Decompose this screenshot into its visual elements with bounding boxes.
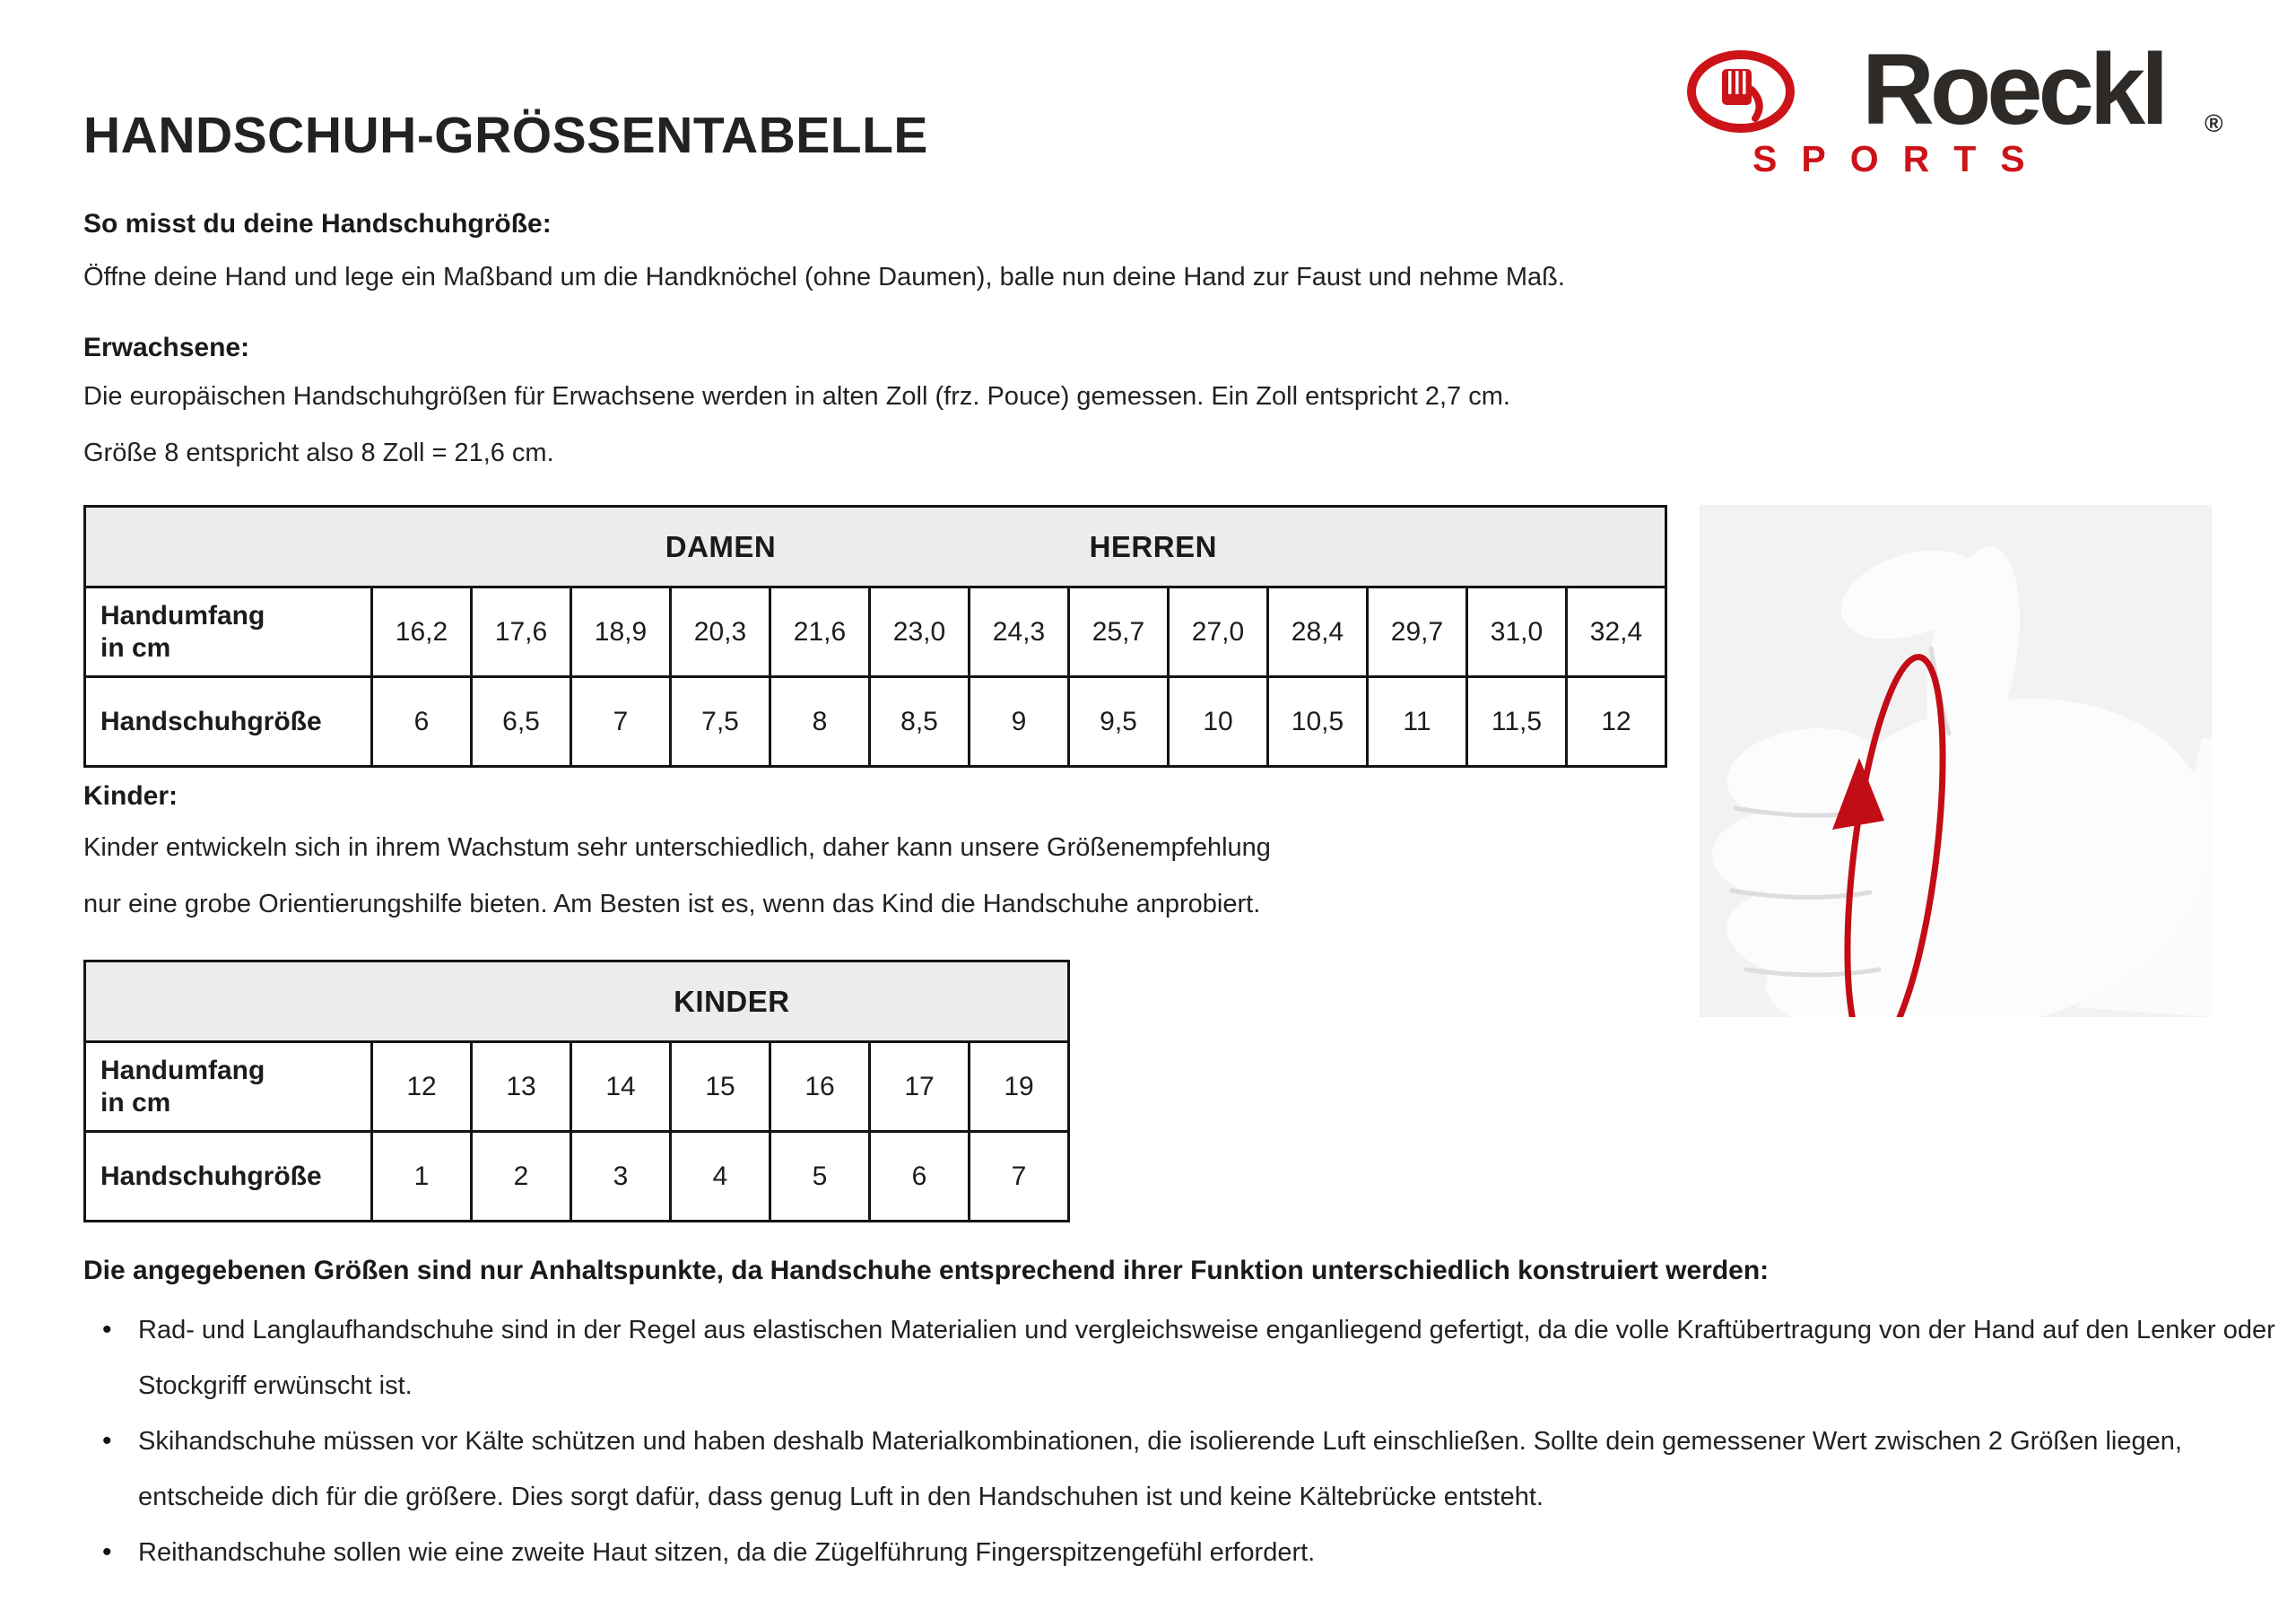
cell-umfang: 14 (571, 1042, 671, 1132)
cell-umfang: 23,0 (870, 587, 970, 677)
cell-groesse: 11,5 (1467, 677, 1567, 767)
bullet-text: Skihandschuhe müssen vor Kälte schützen und haben deshalb Materialkombinationen, die isolierende Luft einschließen. Sollte dein gemessener Wert zwischen 2 Größen liegen, entscheide dich für die größere. Dies sorgt dafür, dass genug Luft in den Handschuhen ist und keine Kältebrücke entsteht. (138, 1427, 2182, 1511)
row-label-handschuhgroesse: Handschuhgröße (85, 1132, 372, 1222)
cell-umfang: 18,9 (571, 587, 671, 677)
cell-umfang: 29,7 (1368, 587, 1467, 677)
cell-groesse: 1 (372, 1132, 472, 1222)
cell-umfang: 19 (970, 1042, 1069, 1132)
row-label-handumfang: Handumfang in cm (85, 1042, 372, 1132)
kids-glove-size-row (85, 1132, 1069, 1222)
hand-measurement-figure (1700, 505, 2212, 1017)
registered-trademark-icon: ® (2205, 109, 2223, 137)
kids-table-group-header (85, 961, 1069, 1042)
cell-groesse: 9,5 (1069, 677, 1169, 767)
cell-umfang: 16 (770, 1042, 870, 1132)
cell-groesse: 3 (571, 1132, 671, 1222)
cell-groesse: 5 (770, 1132, 870, 1222)
kids-table-group-row (85, 961, 1069, 1042)
logo-subbrand: SPORTS (1752, 138, 2049, 179)
adults-heading: Erwachsene: (83, 333, 250, 362)
measure-body: Öffne deine Hand und lege ein Maßband um die Handknöchel (ohne Daumen), balle nun deine Hand zur Faust und nehme Maß. (83, 263, 1565, 291)
cell-groesse: 6,5 (472, 677, 571, 767)
adult-size-table (83, 505, 1667, 768)
kids-body-line2: nur eine grobe Orientierungshilfe bieten. Am Besten ist es, wenn das Kind die Handschuhe anprobiert. (83, 890, 1261, 918)
hand-illustration (1700, 505, 2212, 1017)
cell-umfang: 15 (671, 1042, 770, 1132)
cell-groesse: 7,5 (671, 677, 770, 767)
cell-umfang: 12 (372, 1042, 472, 1132)
group-label-damen: DAMEN (665, 529, 777, 563)
cell-groesse: 7 (571, 677, 671, 767)
cell-umfang: 24,3 (970, 587, 1069, 677)
cell-groesse: 12 (1567, 677, 1666, 767)
bullet-text: Reithandschuhe sollen wie eine zweite Haut sitzen, da die Zügelführung Fingerspitzengefühl erfordert. (138, 1538, 1316, 1567)
cell-umfang: 21,6 (770, 587, 870, 677)
cell-groesse: 6 (372, 677, 472, 767)
cell-groesse: 6 (870, 1132, 970, 1222)
group-label-kinder: KINDER (674, 984, 790, 1018)
cell-umfang: 28,4 (1268, 587, 1368, 677)
cell-groesse: 8 (770, 677, 870, 767)
group-label-herren: HERREN (1089, 529, 1217, 563)
cell-umfang: 27,0 (1169, 587, 1268, 677)
list-item (90, 1525, 2278, 1580)
measure-heading: So misst du deine Handschuhgröße: (83, 209, 552, 239)
adult-table-group-row (85, 507, 1666, 587)
cell-groesse: 10 (1169, 677, 1268, 767)
cell-umfang: 32,4 (1567, 587, 1666, 677)
cell-umfang: 13 (472, 1042, 571, 1132)
adults-body-line2: Größe 8 entspricht also 8 Zoll = 21,6 cm. (83, 439, 554, 467)
cell-groesse: 4 (671, 1132, 770, 1222)
notes-bullet-list (90, 1302, 2278, 1580)
adult-glove-size-row (85, 677, 1666, 767)
kids-circumference-row (85, 1042, 1069, 1132)
page-title: HANDSCHUH-GRÖSSENTABELLE (83, 107, 928, 164)
cell-umfang: 31,0 (1467, 587, 1567, 677)
kids-heading: Kinder: (83, 781, 178, 811)
roeckl-hand-emblem-icon (1686, 50, 1796, 133)
cell-groesse: 9 (970, 677, 1069, 767)
bullet-icon: • (102, 1426, 112, 1456)
list-item (90, 1414, 2278, 1525)
bullet-text: Rad- und Langlaufhandschuhe sind in der Regel aus elastischen Materialien und vergleichsweise enganliegend gefertigt, da die volle Kraftübertragung von der Hand auf den Lenker oder Stockgriff erwünscht ist. (138, 1316, 2275, 1400)
cell-groesse: 8,5 (870, 677, 970, 767)
adult-circumference-row (85, 587, 1666, 677)
logo-wordmark: Roeckl (1862, 33, 2165, 145)
row-label-handumfang: Handumfang in cm (85, 587, 372, 677)
notes-heading: Die angegebenen Größen sind nur Anhaltspunkte, da Handschuhe entsprechend ihrer Funktion unterschiedlich konstruiert werden: (83, 1256, 1770, 1285)
bullet-icon: • (102, 1315, 112, 1344)
list-item (90, 1302, 2278, 1414)
bullet-icon: • (102, 1537, 112, 1567)
cell-groesse: 7 (970, 1132, 1069, 1222)
adult-table-group-header (85, 507, 1666, 587)
cell-umfang: 16,2 (372, 587, 472, 677)
roeckl-sports-logo (1686, 33, 2251, 190)
cell-umfang: 17,6 (472, 587, 571, 677)
row-label-handschuhgroesse: Handschuhgröße (85, 677, 372, 767)
kids-size-table (83, 960, 1070, 1222)
cell-umfang: 25,7 (1069, 587, 1169, 677)
kids-body-line1: Kinder entwickeln sich in ihrem Wachstum sehr unterschiedlich, daher kann unsere Größenempfehlung (83, 833, 1271, 862)
cell-groesse: 2 (472, 1132, 571, 1222)
cell-umfang: 20,3 (671, 587, 770, 677)
adults-body-line1: Die europäischen Handschuhgrößen für Erwachsene werden in alten Zoll (frz. Pouce) gemessen. Ein Zoll entspricht 2,7 cm. (83, 382, 1510, 411)
cell-groesse: 11 (1368, 677, 1467, 767)
cell-groesse: 10,5 (1268, 677, 1368, 767)
cell-umfang: 17 (870, 1042, 970, 1132)
